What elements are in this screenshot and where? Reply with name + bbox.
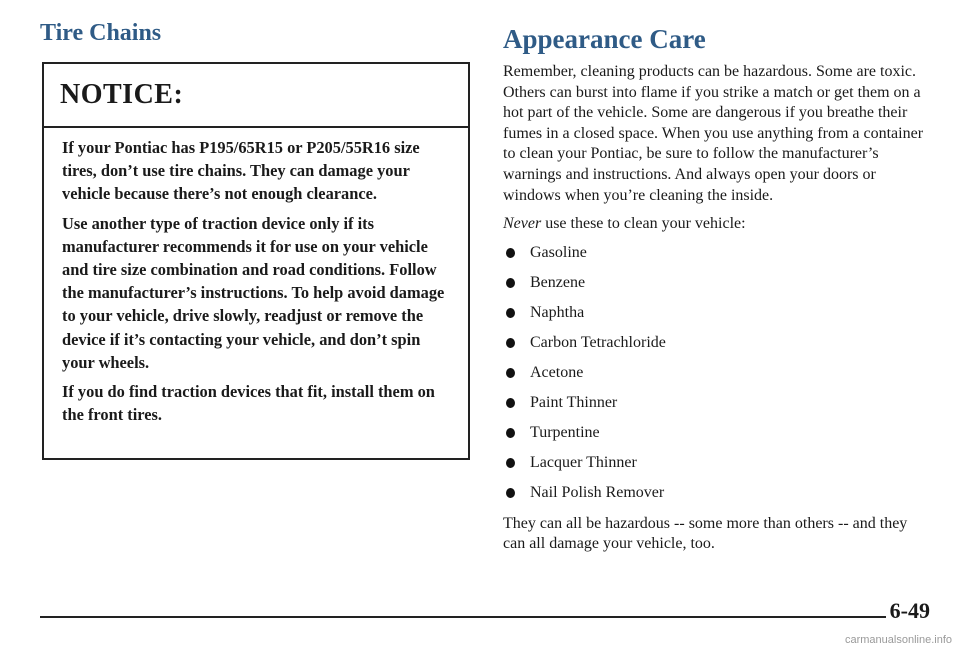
right-column [503,22,923,554]
list-item-label: Paint Thinner [530,394,618,412]
closing-paragraph: They can all be hazardous -- some more than others -- and they can all damage your vehicle, too. [503,515,908,553]
list-item-label: Lacquer Thinner [530,454,637,472]
list-item [503,388,923,418]
list-item-label: Acetone [530,364,584,382]
list-item-label: Benzene [530,274,586,292]
notice-paragraph: If you do find traction devices that fit, install them on the front tires. [62,382,435,425]
bullet-icon [506,458,515,468]
never-emphasis: Never [503,215,542,233]
list-item-label: Turpentine [530,424,600,442]
cleaner-list [503,238,923,508]
notice-box [42,62,470,460]
list-item [503,238,923,268]
never-use-text: use these to clean your vehicle: [541,215,746,233]
notice-header [44,64,468,128]
bullet-icon [506,428,515,438]
list-item [503,418,923,448]
list-item-label: Carbon Tetrachloride [530,334,666,352]
bullet-icon [506,308,515,318]
notice-paragraph: Use another type of traction device only if its manufacturer recommends it for use on your vehicle and tire size combination and road conditions. Follow the manufacturer’s instructions. To help avoid damage to your vehicle, drive slowly, readjust or remove the device if it’s contacting your vehicle, and don’t spin your wheels. [62,213,445,372]
list-item [503,268,923,298]
list-item-label: Naphtha [530,304,585,322]
tire-chains-heading: Tire Chains [40,20,162,46]
list-item-label: Nail Polish Remover [530,484,665,502]
list-item [503,478,923,508]
list-item-label: Gasoline [530,244,587,262]
bullet-icon [506,488,515,498]
bullet-icon [506,278,515,288]
left-column [40,18,472,48]
bullet-icon [506,248,515,258]
notice-heading: NOTICE: [60,79,184,110]
list-item [503,358,923,388]
bullet-icon [506,398,515,408]
list-item [503,448,923,478]
list-item [503,298,923,328]
never-use-line [503,214,923,234]
list-item [503,328,923,358]
footer-rule [40,616,924,618]
bullet-icon [506,338,515,348]
bullet-icon [506,368,515,378]
notice-body [44,128,468,426]
watermark: carmanualsonline.info [844,634,952,646]
notice-paragraph: If your Pontiac has P195/65R15 or P205/55R16 size tires, don’t use tire chains. They can damage your vehicle because there’s not enough clearance. [62,138,420,204]
page-number: 6-49 [886,598,930,624]
intro-paragraph: Remember, cleaning products can be hazardous. Some are toxic. Others can burst into flame if you strike a match or get them on a hot part of the vehicle. Some are dangerous if you breathe their fumes in a closed space. When you use anything from a container to clean your Pontiac, be sure to follow the manufacturer’s warnings and instructions. And always open your doors or windows when you’re cleaning the inside. [503,63,924,204]
appearance-care-heading: Appearance Care [503,24,706,54]
